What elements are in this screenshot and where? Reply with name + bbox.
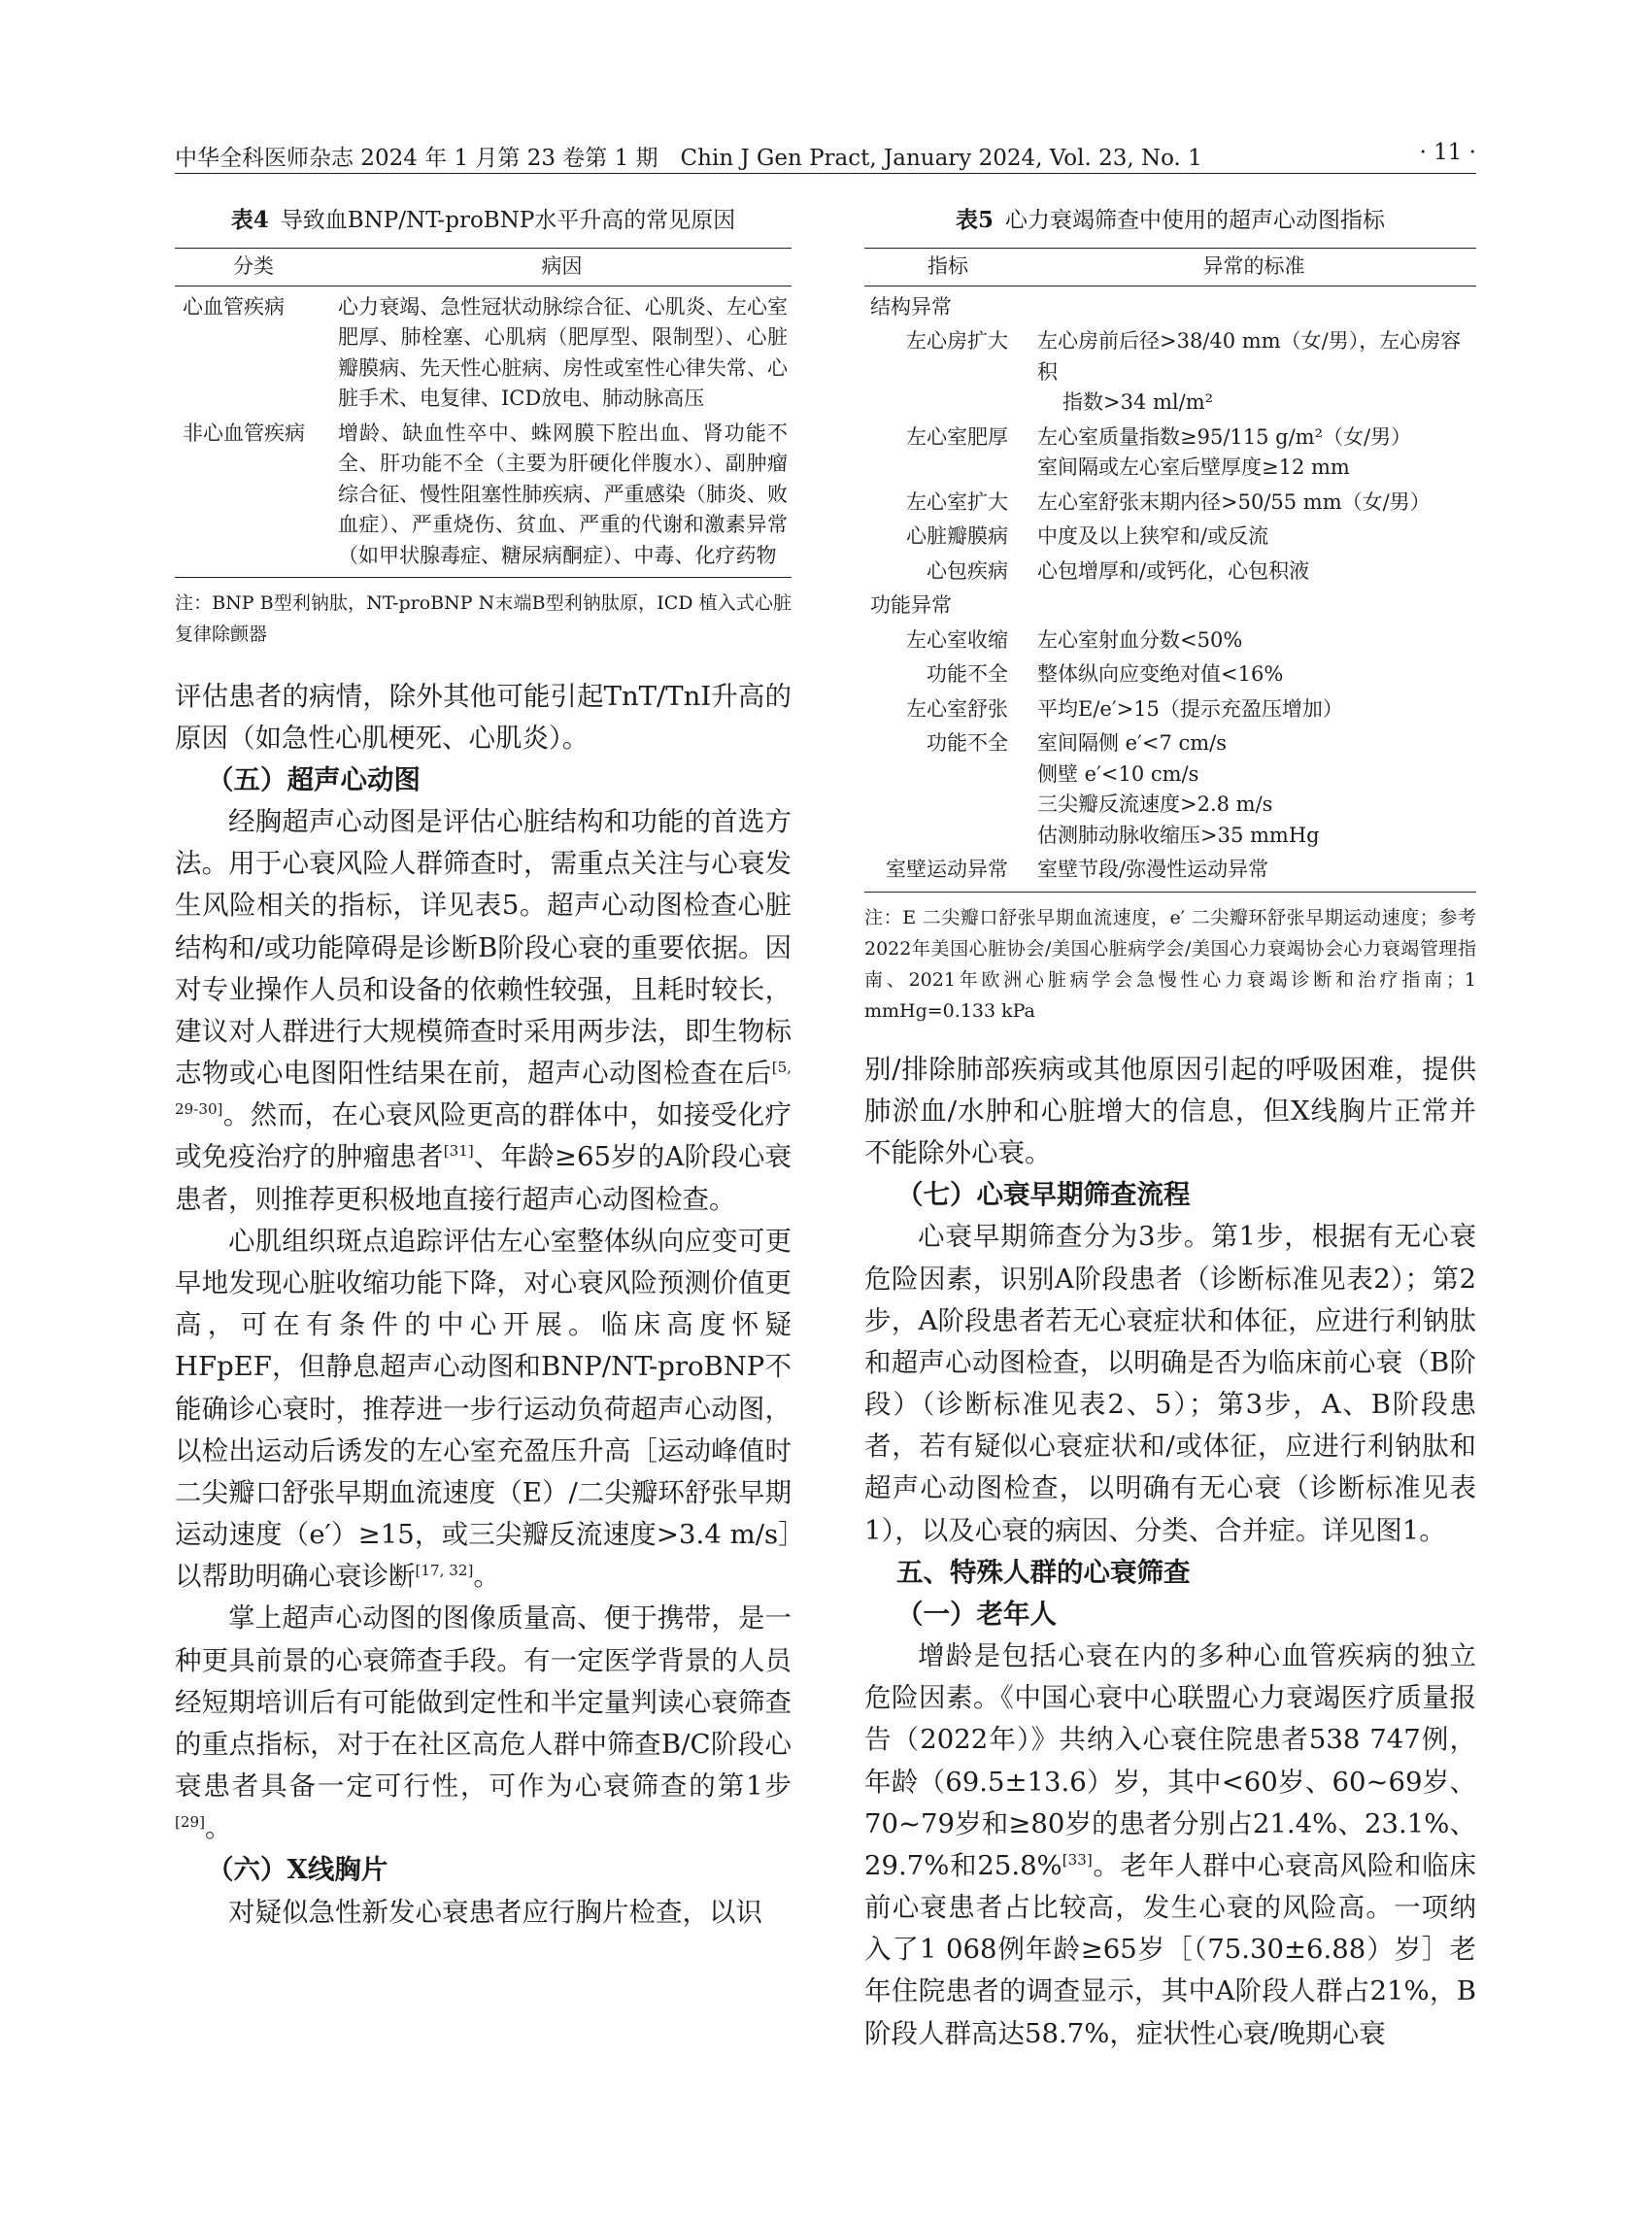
table5-indicator: 心脏瓣膜病 (906, 524, 1008, 548)
table4-col-cause: 病因 (332, 249, 792, 287)
table5-criteria-line: 中度及以上狭窄和/或反流 (1037, 524, 1269, 548)
table5-indicator: 心包疾病 (927, 558, 1008, 583)
right-body-text (864, 1049, 1476, 2055)
table5-criteria (1031, 624, 1476, 658)
table5-group-label: 结构异常 (870, 294, 952, 319)
table5 (864, 248, 1476, 893)
table5-indicator: 左心房扩大 (906, 329, 1008, 353)
paragraph: 对疑似急性新发心衰患者应行胸片检查，以识 (228, 1896, 762, 1928)
journal-citation: 中华全科医师杂志 2024 年 1 月第 23 卷第 1 期 Chin J Gen Pract, January 2024, Vol. 23, No. 1 (175, 146, 1202, 171)
table-row (864, 324, 1476, 421)
table-row (175, 286, 792, 417)
table5-criteria-line: 心包增厚和/或钙化，心包积液 (1037, 558, 1310, 583)
paragraph: 掌上超声心动图的图像质量高、便于携带，是一种更具前景的心衰筛查手段。有一定医学背景的人员经短期培训后有可能做到定性和半定量判读心衰筛查的重点指标，对于在社区高危人群中筛查B/C阶段心衰患者具备一定可行性，可作为心衰筛查的第1步[29]。 (175, 1602, 792, 1844)
table-row (864, 520, 1476, 555)
table-row (864, 657, 1476, 692)
citation: [17, 32] (415, 1562, 474, 1580)
paragraph: 评估患者的病情，除外其他可能引起TnT/TnI升高的原因（如急性心肌梗死、心肌炎）。 (175, 680, 792, 754)
table4-causes: 增龄、缺血性卒中、蛛网膜下腔出血、肾功能不全、肝功能不全（主要为肝硬化伴腹水）、副肿瘤综合征、慢性阻塞性肺疾病、严重感染（肺炎、败血症）、严重烧伤、贫血、严重的代谢和激素异常（如甲状腺毒症、糖尿病酮症）、中毒、化疗药物 (332, 417, 792, 578)
right-column (864, 202, 1476, 2055)
table5-criteria-line: 室间隔或左心室后壁厚度≥12 mm (1037, 455, 1350, 479)
citation: [33] (1062, 1850, 1093, 1869)
table5-criteria-line: 左心室舒张末期内径>50/55 mm（女/男） (1037, 489, 1431, 514)
running-header (175, 134, 1476, 174)
table5-criteria (1031, 726, 1476, 853)
table4-category: 非心血管疾病 (175, 417, 332, 578)
table-row (864, 486, 1476, 521)
table5-indicator: 左心室收缩 (906, 627, 1008, 652)
paragraph: 心肌组织斑点追踪评估左心室整体纵向应变可更早地发现心脏收缩功能下降，对心衰风险预测价值更高，可在有条件的中心开展。临床高度怀疑HFpEF，但静息超声心动图和BNP/NT-proBNP不能确诊心衰时，推荐进一步行运动负荷超声心动图，以检出运动后诱发的左心室充盈压升高［运动峰值时二尖瓣口舒张早期血流速度（E）/二尖瓣环舒张早期运动速度（e′）≥15，或三尖瓣反流速度>3.4 m/s］以帮助明确心衰诊断[17, 32]。 (175, 1225, 792, 1593)
table5-criteria-line: 左心房前后径>38/40 mm（女/男），左心房容积 (1037, 329, 1462, 384)
table4 (175, 248, 792, 578)
table4-note: 注：BNP B型利钠肽，NT-proBNP N末端B型利钠肽原，ICD 植入式心脏复律除颤器 (175, 592, 792, 646)
section-heading-xray: （六）X线胸片 (207, 1854, 388, 1886)
table5-criteria (1031, 555, 1476, 590)
table5-criteria (1031, 486, 1476, 521)
table5-criteria (1031, 421, 1476, 486)
table5-group-label: 功能异常 (870, 593, 952, 617)
table5-indicator: 左心室肥厚 (906, 424, 1008, 449)
table-row (864, 555, 1476, 590)
table5-criteria (1031, 692, 1476, 727)
table-row (864, 624, 1476, 658)
section-heading-elderly: （一）老年人 (896, 1598, 1057, 1630)
citation: [5, 29-30] (175, 1058, 792, 1119)
table5-criteria-line: 左心室质量指数≥95/115 g/m²（女/男） (1037, 424, 1412, 449)
table-row (864, 692, 1476, 727)
table4-label: 表4 (230, 207, 269, 233)
table4-title (175, 202, 792, 234)
table5-indicator: 左心室扩大 (906, 489, 1008, 514)
table4-category: 心血管疾病 (183, 294, 285, 319)
section-heading-flow: （七）心衰早期筛查流程 (896, 1179, 1191, 1211)
table-row (864, 726, 1476, 853)
table5-criteria (1031, 324, 1476, 421)
table5-criteria-line: 室间隔侧 e′<7 cm/s (1037, 731, 1228, 755)
table5-criteria-line: 侧壁 e′<10 cm/s (1037, 761, 1199, 786)
table5-criteria-line: 左心室射血分数<50% (1037, 627, 1243, 652)
table5-col-indicator: 指标 (864, 249, 1031, 287)
table5-criteria-line: 指数>34 ml/m² (1062, 390, 1214, 414)
left-column (175, 202, 792, 1934)
table5-criteria-line: 估测肺动脉收缩压>35 mmHg (1037, 823, 1320, 847)
table5-caption: 心力衰竭筛查中使用的超声心动图指标 (1005, 208, 1385, 233)
paragraph: 别/排除肺部疾病或其他原因引起的呼吸困难，提供肺淤血/水肿和心脏增大的信息，但X线胸片正常并不能除外心衰。 (864, 1053, 1476, 1169)
table5-col-criteria: 异常的标准 (1031, 249, 1476, 287)
table5-group-row (864, 589, 1476, 624)
page-number: · 11 · (1419, 140, 1476, 165)
table5-label: 表5 (955, 207, 994, 233)
table5-criteria (1031, 853, 1476, 892)
table5-title (864, 202, 1476, 234)
table5-criteria-line: 整体纵向应变绝对值<16% (1037, 662, 1284, 686)
table5-indicator: 功能不全 (927, 731, 1008, 755)
paragraph: 心衰早期筛查分为3步。第1步，根据有无心衰危险因素，识别A阶段患者（诊断标准见表2）；第2步，A阶段患者若无心衰症状和体征，应进行利钠肽和超声心动图检查，以明确是否为临床前心衰（B阶段）（诊断标准见表2、5）；第3步，A、B阶段患者，若有疑似心衰症状和/或体征，应进行利钠肽和超声心动图检查，以明确有无心衰（诊断标准见表1），以及心衰的病因、分类、合并症。详见图1。 (864, 1221, 1476, 1546)
citation: [29] (175, 1813, 206, 1832)
paragraph: 经胸超声心动图是评估心脏结构和功能的首选方法。用于心衰风险人群筛查时，需重点关注与心衰发生风险相关的指标，详见表5。超声心动图检查心脏结构和/或功能障碍是诊断B阶段心衰的重要依据。因对专业操作人员和设备的依赖性较强，且耗时较长，建议对人群进行大规模筛查时采用两步法，即生物标志物或心电图阳性结果在前，超声心动图检查在后[5, 29-30]。然而，在心衰风险更高的群体中，如接受化疗或免疫治疗的肿瘤患者[31]、年龄≥65岁的A阶段心衰患者，则推荐更积极地直接行超声心动图检查。 (175, 806, 792, 1215)
table5-criteria (1031, 520, 1476, 555)
table5-criteria-line: 室壁节段/弥漫性运动异常 (1037, 858, 1269, 881)
table5-indicator: 左心室舒张 (906, 696, 1008, 721)
table5-criteria (1031, 657, 1476, 692)
table-row (175, 417, 792, 578)
paragraph: 增龄是包括心衰在内的多种心血管疾病的独立危险因素。《中国心衰中心联盟心力衰竭医疗质量报告（2022年）》共纳入心衰住院患者538 747例，年龄（69.5±13.6）岁，其中<60岁、60~69岁、70~79岁和≥80岁的患者分别占21.4%、23.1%、29.7%和25.8%[33]。老年人群中心衰高风险和临床前心衰患者占比较高，发生心衰的风险高。一项纳入了1 068例年龄≥65岁［（75.30±6.88）岁］老年住院患者的调查显示，其中A阶段人群占21%，B阶段人群高达58.7%，症状性心衰/晚期心衰 (864, 1640, 1476, 2049)
table4-caption: 导致血BNP/NT-proBNP水平升高的常见原因 (280, 208, 736, 233)
table5-group-row (864, 286, 1476, 324)
table4-col-category: 分类 (175, 249, 332, 287)
table5-note: 注：E 二尖瓣口舒张早期血流速度，e′ 二尖瓣环舒张早期运动速度；参考2022年美国心脏协会/美国心脏病学会/美国心力衰竭协会心力衰竭管理指南、2021年欧洲心脏病学会急慢性心力衰竭诊断和治疗指南；1 mmHg=0.133 kPa (864, 906, 1476, 1023)
section-heading-special-populations: 五、特殊人群的心衰筛查 (896, 1556, 1191, 1588)
left-body-text (175, 676, 792, 1934)
table5-criteria-line: 三尖瓣反流速度>2.8 m/s (1037, 792, 1273, 816)
table-row (864, 421, 1476, 486)
table5-indicator: 功能不全 (927, 662, 1008, 686)
citation: [31] (443, 1142, 474, 1161)
section-heading-echo: （五）超声心动图 (207, 763, 421, 795)
table5-criteria-line: 平均E/e′>15（提示充盈压增加） (1037, 696, 1343, 721)
table4-causes: 心力衰竭、急性冠状动脉综合征、心肌炎、左心室肥厚、肺栓塞、心肌病（肥厚型、限制型）、心脏瓣膜病、先天性心脏病、房性或室性心律失常、心脏手术、电复律、ICD放电、肺动脉高压 (338, 294, 788, 410)
table-row (864, 853, 1476, 892)
table5-indicator: 室壁运动异常 (864, 853, 1031, 892)
